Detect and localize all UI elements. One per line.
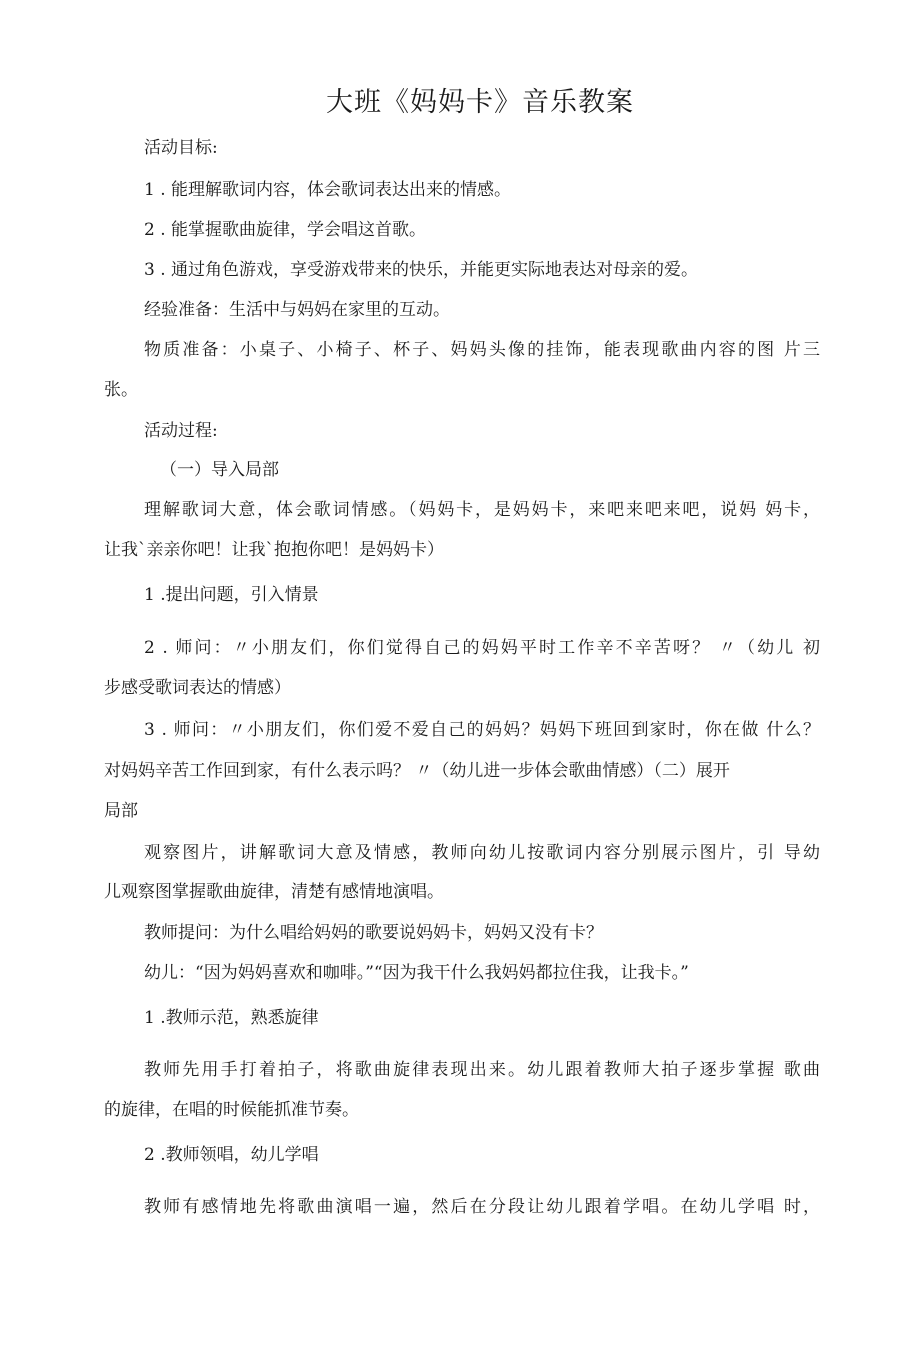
part-2-step-2: 2 .教师领唱，幼儿学唱 [144,1145,319,1165]
part-1-step-2-line-2: 步感受歌词表达的情感） [104,678,291,698]
part-2-step-1-desc-line-2: 的旋律，在唱的时候能抓准节奏。 [104,1100,359,1120]
material-prep-line-1: 物质准备：小桌子、小椅子、杯子、妈妈头像的挂饰，能表现歌曲内容的图 片三 [144,340,820,360]
part-1-step-3-line-1: 3 . 师问：〃小朋友们，你们爱不爱自己的妈妈？妈妈下班回到家时，你在做 什么？ [144,720,820,740]
part-1-step-2-line-1: 2 . 师问：〃小朋友们，你们觉得自己的妈妈平时工作辛不辛苦呀？ 〃（幼儿 初 [144,638,820,658]
part-1-heading: （一）导入局部 [160,460,279,480]
part-2-step-1: 1 .教师示范，熟悉旋律 [144,1008,319,1028]
part-1-step-3-line-3: 局部 [104,801,138,821]
child-answer: 幼儿：“因为妈妈喜欢和咖啡。”“因为我干什么我妈妈都拉住我，让我卡。” [144,963,689,983]
material-prep-line-2: 张。 [104,380,138,400]
part-1-step-3-line-2: 对妈妈辛苦工作回到家，有什么表示吗？ 〃（幼儿进一步体会歌曲情感）（二）展开 [104,761,730,781]
part-2-step-2-desc-line-1: 教师有感情地先将歌曲演唱一遍，然后在分段让幼儿跟着学唱。在幼儿学唱 时， [144,1197,820,1217]
teacher-question: 教师提问：为什么唱给妈妈的歌要说妈妈卡，妈妈又没有卡？ [144,923,603,943]
goals-heading: 活动目标: [144,138,218,158]
process-heading: 活动过程: [144,421,218,441]
experience-prep: 经验准备：生活中与妈妈在家里的互动。 [144,300,450,320]
goal-item-3: 3 . 通过角色游戏，享受游戏带来的快乐，并能更实际地表达对母亲的爱。 [144,260,699,280]
part-2-intro-line-2: 儿观察图掌握歌曲旋律，清楚有感情地演唱。 [104,882,444,902]
part-2-intro-line-1: 观察图片，讲解歌词大意及情感，教师向幼儿按歌词内容分别展示图片，引 导幼 [144,843,820,863]
part-1-intro-line-1: 理解歌词大意，体会歌词情感。（妈妈卡，是妈妈卡，来吧来吧来吧，说妈 妈卡， [144,500,820,520]
goal-item-1: 1 . 能理解歌词内容，体会歌词表达出来的情感。 [144,180,512,200]
part-2-step-1-desc-line-1: 教师先用手打着拍子，将歌曲旋律表现出来。幼儿跟着教师大拍子逐步掌握 歌曲 [144,1060,820,1080]
document-title: 大班《妈妈卡》音乐教案 [326,87,634,118]
goal-item-2: 2 . 能掌握歌曲旋律，学会唱这首歌。 [144,220,427,240]
part-1-step-1: 1 .提出问题，引入情景 [144,585,319,605]
part-1-intro-line-2: 让我`亲亲你吧！让我`抱抱你吧！是妈妈卡） [104,540,444,560]
